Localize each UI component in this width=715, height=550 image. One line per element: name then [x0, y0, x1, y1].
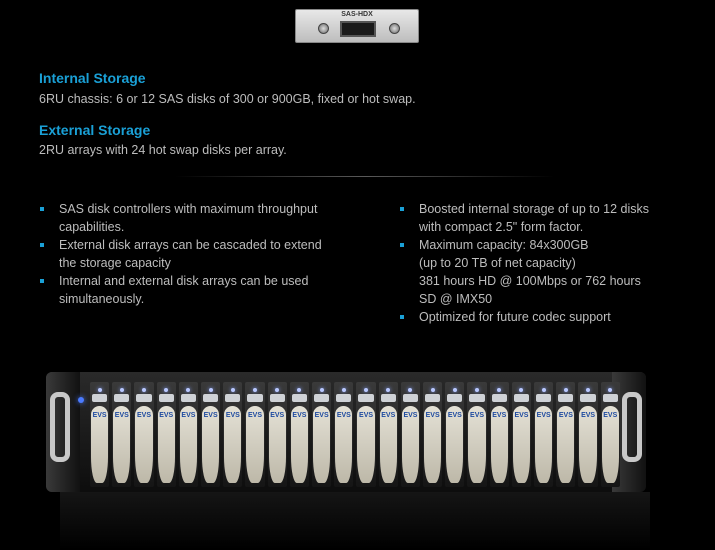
bay-latch — [203, 394, 218, 402]
disk-bay — [534, 382, 553, 487]
disk-bay — [601, 382, 620, 487]
activity-led-icon — [231, 388, 235, 392]
evs-logo: EVS — [336, 412, 351, 419]
evs-logo: EVS — [92, 412, 107, 419]
disk-bay — [157, 382, 176, 487]
bay-latch — [136, 394, 151, 402]
activity-led-icon — [364, 388, 368, 392]
activity-led-icon — [342, 388, 346, 392]
evs-logo: EVS — [225, 412, 240, 419]
evs-logo: EVS — [425, 412, 440, 419]
bay-latch — [292, 394, 307, 402]
bullet-text: (up to 20 TB of net capacity) — [419, 256, 576, 270]
screw-icon — [318, 23, 329, 34]
disk-bay — [268, 382, 287, 487]
evs-logo: EVS — [292, 412, 307, 419]
disk-bay — [245, 382, 264, 487]
evs-logo: EVS — [203, 412, 218, 419]
disk-bay — [445, 382, 464, 487]
evs-logo: EVS — [536, 412, 551, 419]
bay-latch — [358, 394, 373, 402]
evs-logo: EVS — [403, 412, 418, 419]
evs-logo: EVS — [159, 412, 174, 419]
bay-latch — [314, 394, 329, 402]
bay-latch — [425, 394, 440, 402]
port-icon — [340, 21, 376, 37]
disk-bay — [312, 382, 331, 487]
evs-logo: EVS — [181, 412, 196, 419]
disk-bays — [90, 382, 620, 487]
activity-led-icon — [275, 388, 279, 392]
bullet-item — [39, 200, 369, 236]
evs-logo: EVS — [314, 412, 329, 419]
evs-logo: EVS — [492, 412, 507, 419]
bullet-text: SD @ IMX50 — [419, 292, 493, 306]
disk-bay — [134, 382, 153, 487]
disk-bay — [578, 382, 597, 487]
bay-latch — [603, 394, 618, 402]
bullet-text: Optimized for future codec support — [419, 310, 611, 324]
disk-bay — [423, 382, 442, 487]
rack-handle-right-icon — [622, 392, 642, 462]
activity-led-icon — [519, 388, 523, 392]
activity-led-icon — [320, 388, 324, 392]
activity-led-icon — [253, 388, 257, 392]
activity-led-icon — [297, 388, 301, 392]
divider — [175, 176, 555, 177]
bay-latch — [492, 394, 507, 402]
disk-bay — [112, 382, 131, 487]
bullet-text: SAS disk controllers with maximum throughput — [59, 202, 318, 216]
bullet-icon — [400, 243, 404, 247]
bay-latch — [225, 394, 240, 402]
bullet-item — [399, 236, 699, 308]
evs-logo: EVS — [248, 412, 263, 419]
bay-latch — [469, 394, 484, 402]
bullet-icon — [400, 315, 404, 319]
sas-hdx-card-image — [295, 9, 419, 43]
bay-latch — [381, 394, 396, 402]
bullet-text: Maximum capacity: 84x300GB — [419, 238, 589, 252]
screw-icon — [389, 23, 400, 34]
bullet-item — [399, 308, 699, 326]
bullet-text: the storage capacity — [59, 256, 171, 270]
bullet-text: simultaneously. — [59, 292, 145, 306]
bullet-icon — [40, 207, 44, 211]
evs-logo: EVS — [381, 412, 396, 419]
floor-reflection — [60, 492, 650, 550]
rack-handle-left-icon — [50, 392, 70, 462]
bullet-text: with compact 2.5" form factor. — [419, 220, 584, 234]
bay-latch — [270, 394, 285, 402]
disk-bay — [179, 382, 198, 487]
activity-led-icon — [608, 388, 612, 392]
activity-led-icon — [431, 388, 435, 392]
bay-latch — [536, 394, 551, 402]
disk-bay — [334, 382, 353, 487]
bay-latch — [159, 394, 174, 402]
bay-latch — [92, 394, 107, 402]
evs-logo: EVS — [470, 412, 485, 419]
activity-led-icon — [564, 388, 568, 392]
evs-logo: EVS — [114, 412, 129, 419]
activity-led-icon — [475, 388, 479, 392]
disk-bay — [90, 382, 109, 487]
evs-logo: EVS — [581, 412, 596, 419]
activity-led-icon — [98, 388, 102, 392]
bullet-icon — [400, 207, 404, 211]
activity-led-icon — [586, 388, 590, 392]
external-storage-title: External Storage — [39, 122, 151, 138]
disk-bay — [512, 382, 531, 487]
activity-led-icon — [542, 388, 546, 392]
card-label: SAS-HDX — [341, 11, 373, 18]
disk-bay — [290, 382, 309, 487]
bay-latch — [447, 394, 462, 402]
internal-storage-title: Internal Storage — [39, 70, 146, 86]
bullet-item — [39, 236, 369, 272]
bullet-text: 381 hours HD @ 100Mbps or 762 hours — [419, 274, 641, 288]
left-bullet-list — [39, 200, 369, 308]
evs-logo: EVS — [359, 412, 374, 419]
evs-logo: EVS — [137, 412, 152, 419]
activity-led-icon — [209, 388, 213, 392]
activity-led-icon — [186, 388, 190, 392]
activity-led-icon — [453, 388, 457, 392]
bullet-icon — [40, 279, 44, 283]
disk-bay — [223, 382, 242, 487]
bay-latch — [403, 394, 418, 402]
activity-led-icon — [142, 388, 146, 392]
bullet-text: Internal and external disk arrays can be used — [59, 274, 309, 288]
bullet-item — [399, 200, 699, 236]
bay-latch — [336, 394, 351, 402]
bay-latch — [114, 394, 129, 402]
right-bullet-list — [399, 200, 699, 326]
bay-latch — [247, 394, 262, 402]
evs-logo: EVS — [270, 412, 285, 419]
bay-latch — [514, 394, 529, 402]
bay-latch — [580, 394, 595, 402]
activity-led-icon — [164, 388, 168, 392]
evs-logo: EVS — [603, 412, 618, 419]
bullet-text: External disk arrays can be cascaded to extend — [59, 238, 322, 252]
activity-led-icon — [408, 388, 412, 392]
disk-bay — [356, 382, 375, 487]
disk-bay — [401, 382, 420, 487]
disk-bay — [201, 382, 220, 487]
bullet-icon — [40, 243, 44, 247]
evs-logo: EVS — [558, 412, 573, 419]
disk-bay — [467, 382, 486, 487]
bay-latch — [181, 394, 196, 402]
power-led-icon — [78, 397, 84, 403]
evs-logo: EVS — [514, 412, 529, 419]
disk-bay — [379, 382, 398, 487]
bullet-text: capabilities. — [59, 220, 125, 234]
evs-logo: EVS — [447, 412, 462, 419]
disk-bay — [556, 382, 575, 487]
internal-storage-text: 6RU chassis: 6 or 12 SAS disks of 300 or 900GB, fixed or hot swap. — [39, 92, 416, 106]
bullet-item — [39, 272, 369, 308]
bullet-text: Boosted internal storage of up to 12 disks — [419, 202, 650, 216]
disk-bay — [490, 382, 509, 487]
activity-led-icon — [497, 388, 501, 392]
activity-led-icon — [120, 388, 124, 392]
activity-led-icon — [386, 388, 390, 392]
external-storage-text: 2RU arrays with 24 hot swap disks per array. — [39, 143, 287, 157]
bay-latch — [558, 394, 573, 402]
